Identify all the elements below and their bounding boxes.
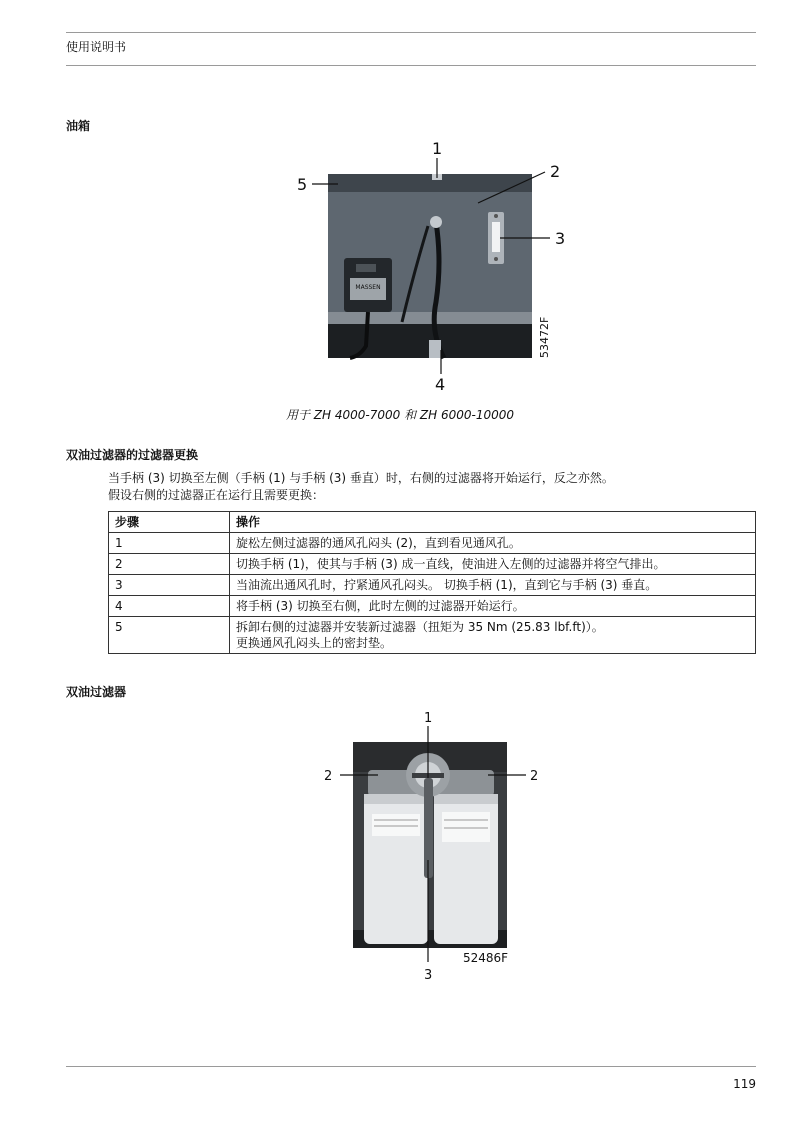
oil-tank-callout-4: 4 <box>435 375 446 392</box>
table-row <box>109 554 756 575</box>
step-number: 4 <box>109 596 230 617</box>
step-action-line-1: 拆卸右侧的过滤器并安装新过滤器（扭矩为 35 Nm (25.83 lbf.ft)）。 <box>236 620 604 634</box>
page-number: 119 <box>733 1077 756 1091</box>
filter-replacement-intro-2: 假设右侧的过滤器正在运行且需要更换： <box>108 488 325 502</box>
table-row <box>109 617 756 654</box>
dual-filter-callout-3: 3 <box>424 968 433 983</box>
table-row <box>109 575 756 596</box>
dual-filter-callout-2-right: 2 <box>530 769 539 784</box>
oil-tank-callout-2: 2 <box>550 162 561 181</box>
step-action: 旋松左侧过滤器的通风孔闷头 (2)，直到看见通风孔。 <box>230 533 756 554</box>
header-rule-bottom <box>66 65 756 66</box>
filter-replacement-title: 双油过滤器的过滤器更换 <box>66 448 199 462</box>
oil-tank-callout-5: 5 <box>297 175 308 194</box>
table-header-action: 操作 <box>230 512 756 533</box>
right-filter-canister <box>434 794 498 944</box>
sensor-box <box>344 258 392 312</box>
filter-replacement-steps-table <box>108 511 756 654</box>
footer-rule <box>66 1066 756 1067</box>
dual-filter-figure <box>310 700 560 990</box>
step-action <box>230 617 756 654</box>
document-header-title: 使用说明书 <box>66 40 127 54</box>
oil-tank-figure-code: 53472F <box>538 316 551 358</box>
step-action: 当油流出通风孔时，拧紧通风孔闷头。 切换手柄 (1)，直到它与手柄 (3) 垂直。 <box>230 575 756 596</box>
step-number: 2 <box>109 554 230 575</box>
table-header-row <box>109 512 756 533</box>
dual-filter-callout-1: 1 <box>424 711 433 726</box>
step-action: 将手柄 (3) 切换至右侧，此时左侧的过滤器开始运行。 <box>230 596 756 617</box>
dual-filter-figure-code: 52486F <box>463 951 509 965</box>
oil-tank-title: 油箱 <box>66 119 91 133</box>
sensor-brand-label: MASSEN <box>355 284 381 291</box>
table-row <box>109 596 756 617</box>
table-row <box>109 533 756 554</box>
table-header-step: 步骤 <box>109 512 230 533</box>
oil-tank-callout-3: 3 <box>555 229 566 248</box>
oil-tank-figure <box>290 136 580 392</box>
step-action-line-2: 更换通风孔闷头上的密封垫。 <box>236 636 393 650</box>
header-rule-top <box>66 32 756 33</box>
dual-filter-title: 双油过滤器 <box>66 685 127 699</box>
filter-replacement-intro-1: 当手柄 (3) 切换至左侧（手柄 (1) 与手柄 (3) 垂直）时，右侧的过滤器将开始运行，反之亦然。 <box>108 471 614 485</box>
oil-tank-callout-1: 1 <box>432 139 443 158</box>
left-filter-canister <box>364 794 428 944</box>
oil-tank-caption: 用于 ZH 4000-7000 和 ZH 6000-10000 <box>285 408 514 422</box>
step-action: 切换手柄 (1)，使其与手柄 (3) 成一直线，使油进入左侧的过滤器并将空气排出。 <box>230 554 756 575</box>
step-number: 1 <box>109 533 230 554</box>
step-number: 3 <box>109 575 230 596</box>
step-number: 5 <box>109 617 230 654</box>
dual-filter-callout-2-left: 2 <box>324 769 333 784</box>
